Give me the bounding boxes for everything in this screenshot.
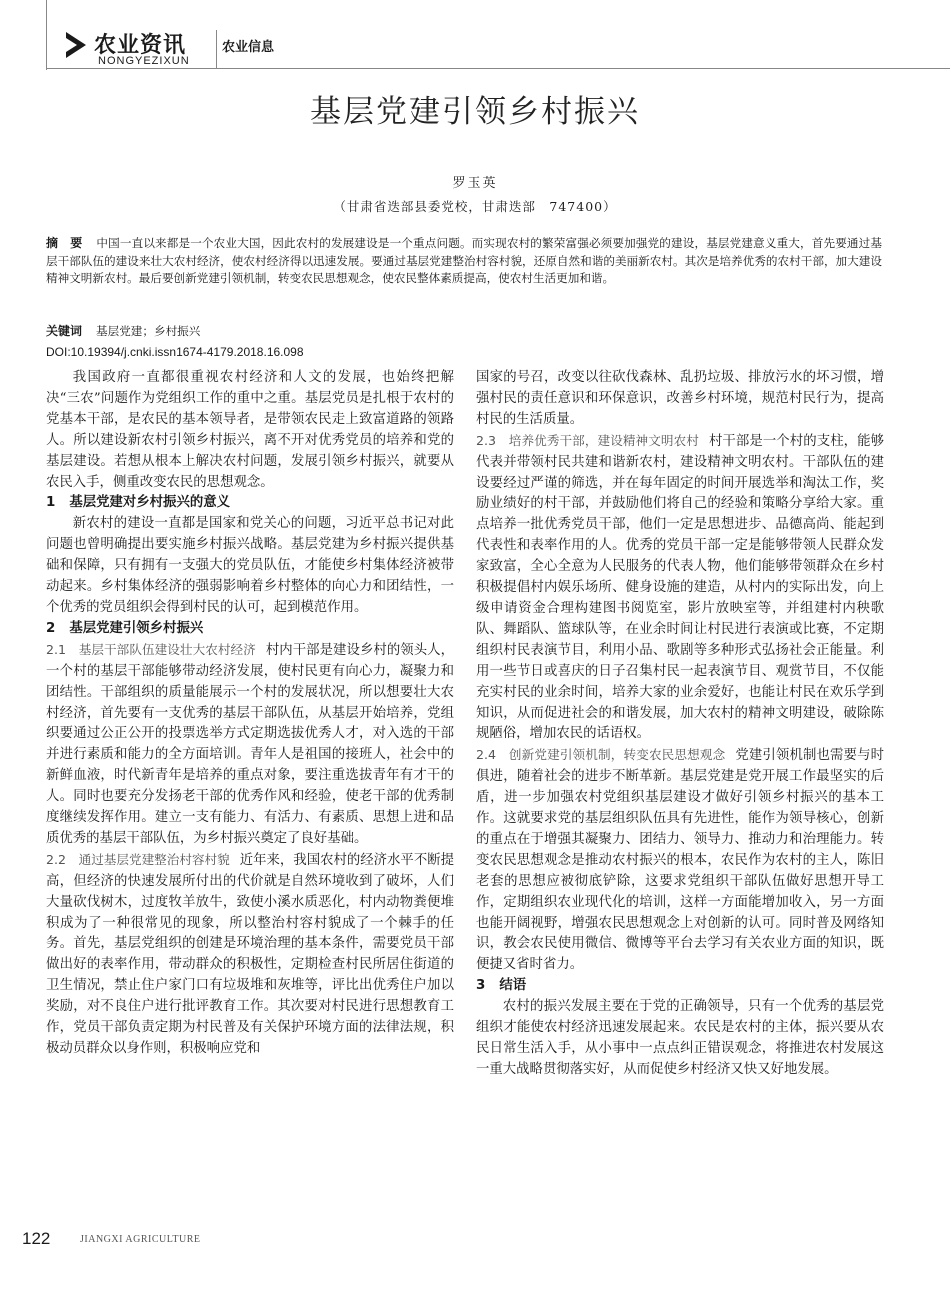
article-title: 基层党建引领乡村振兴 (310, 94, 640, 130)
page-number: 122 (22, 1229, 51, 1248)
section-2-3-text: 村干部是一个村的支柱，能够代表并带领村民共建和谐新农村，建设精神文明农村。干部队伍的建设要经过严谨的筛选，并在每年固定的时间开展选举和淘汰工作，奖励业绩好的村干部，并鼓励他们将自己的经验和策略分享给大家。重点培养一批优秀党员干部，他们一定是思想进步、品德高尚、能起到代表性和表率作用的人。优秀的党员干部一定是能够带领人民群众发家致富，全心全意为人民服务的代表人物，他们能够带领群众在乡村积极提倡村内娱乐场所、健身设施的建造，从村内的实际出发，向上级申请资金合理构建图书阅览室，影片放映室等，并组建村内秧歌队、舞蹈队、篮球队等，在业余时间让村民进行表演或比赛，不定期组织村民表演节目，利用小品、歌剧等多种形式弘扬社会正能量。利用一些节日或喜庆的日子召集村民一起表演节目、观赏节目，不仅能充实村民的业余时间，培养大家的业余爱好，也能让村民在欢乐学到知识，从而促进社会的和谐发展，加大农村的精神文明建设，破除陈规陋俗，增加农民的话语权。 (476, 433, 885, 742)
section-2-number: 2 (46, 620, 56, 636)
page-footer (22, 1229, 201, 1249)
section-2-title: 基层党建引领乡村振兴 (69, 620, 204, 636)
section-2-2-text: 近年来，我国农村的经济水平不断提高，但经济的快速发展所付出的代价就是自然环境收到了破坏，人们大量砍伐树木，过度牧羊放牛，致使小溪水质恶化，村内动物粪便堆积成为了一种很常见的现象，所以整治村容村貌成了一个棘手的任务。首先，基层党组织的创建是环境治理的基本条件，需要党员干部做出好的表率作用，带动群众的积极性，定期检查村民所居住街道的卫生情况，禁止住户家门口有垃圾堆和灰堆等，评比出优秀住户加以奖励，对不良住户进行批评教育工作。其次要对村民进行思想教育工作，党员干部负责定期为村民普及有关保护环境方面的法律法规，积极动员群众以身作则，积极响应党和 (46, 852, 454, 1056)
header-divider (216, 30, 217, 68)
section-2-1 (46, 640, 454, 850)
section-2-1-heading: 2.1 基层干部队伍建设壮大农村经济 (46, 641, 256, 657)
section-2-1-text: 村内干部是建设乡村的领头人，一个村的基层干部能够带动经济发展，使村民更有向心力，凝聚力和团结性。干部组织的质量能展示一个村的发展状况，所以想要壮大农村经济，首先要有一支优秀的基层干部队伍，从基层开始培养，党组织要通过公正公开的投票选举方式定期选拔优秀人才，对入选的干部并进行素质和能力的全方面培训。青年人是祖国的接班人，社会中的新鲜血液，时代新青年是培养的重点对象，要注重选拔青年有才干的人。同时也要充分发扬老干部的优秀作风和经验，使老干部的优秀制度继续发挥作用。建立一支有能力、有活力、有素质、思想上进和品质优秀的基层干部队伍，为乡村振兴奠定了良好基础。 (46, 642, 455, 846)
section-3-paragraph: 农村的振兴发展主要在于党的正确领导，只有一个优秀的基层党组织才能使农村经济迅速发展起来。农民是农村的主体，振兴要从农民日常生活入手，从小事中一点点纠正错误观念，将推进农村发展这一重大战略贯彻落实好，从而促使乡村经济又快又好地发展。 (476, 999, 884, 1077)
chevron-right-icon (66, 32, 86, 58)
section-2-3-heading: 2.3 培养优秀干部，建设精神文明农村 (476, 432, 699, 448)
author: 罗玉英 (452, 176, 498, 191)
page-header (0, 0, 950, 72)
section-tag: 农业信息 (222, 40, 275, 55)
section-2-2-continued: 国家的号召，改变以往砍伐森林、乱扔垃圾、排放污水的坏习惯，增强村民的责任意识和环保意识，改善乡村环境，规范村民行为，提高村民的生活质量。 (476, 370, 884, 427)
header-horizontal-rule (46, 68, 950, 69)
section-3-heading (476, 976, 884, 997)
column-logo-en: NONGYEZIXUN (98, 55, 190, 67)
journal-name: JIANGXI AGRICULTURE (80, 1234, 201, 1245)
section-2-2 (46, 850, 454, 1060)
section-2-4 (476, 745, 884, 976)
section-1-title: 基层党建对乡村振兴的意义 (69, 495, 231, 511)
section-2-4-heading: 2.4 创新党建引领机制，转变农民思想观念 (476, 747, 726, 763)
section-2-heading (46, 619, 454, 640)
keywords-text: 基层党建；乡村振兴 (96, 324, 201, 338)
intro-paragraph: 我国政府一直都很重视农村经济和人文的发展，也始终把解决“三农”问题作为党组织工作的重中之重。基层党员是扎根于农村的党基本干部，是农民的基本领导者，是带领农民走上致富道路的领路人。所以建设新农村引领乡村振兴，离不开对优秀党员的培养和党的基层建设。若想从根本上解决农村问题，发展引领乡村振兴，就要从农民入手，侧重改变农民的思想观念。 (46, 370, 454, 490)
section-1-paragraph: 新农村的建设一直都是国家和党关心的问题，习近平总书记对此问题也曾明确提出要实施乡村振兴战略。基层党建为乡村振兴提供基础和保障，只有拥有一支强大的党员队伍，才能使乡村集体经济被带动起来。乡村集体经济的强弱影响着乡村整体的向心力和团结性，一个优秀的党员组织会得到村民的认可，起到模范作用。 (46, 516, 454, 615)
affiliation: （甘肃省迭部县委党校，甘肃迭部 747400） (333, 199, 617, 214)
section-2-4-text: 党建引领机制也需要与时俱进，随着社会的进步不断革新。基层党建是党开展工作最坚实的后盾，进一步加强农村党组织基层建设才做好引领乡村振兴的基本工作。这就要求党的基层组织队伍具有先进性，能作为领导核心，创新的重点在于增强其凝聚力、团结力、领导力、推动力和治理能力。转变农民思想观念是推动农村振兴的根本，农民作为农村的主人，陈旧老套的思想应被彻底铲除，这要求党组织干部队伍做好思想开导工作，定期组织农业现代化的培训，这样一方面能增加收入，另一方面也能开阔视野，增强农民思想观念上对创新的认可。同时普及网络知识，教会农民使用微信、微博等平台去学习有关农业方面的知识，既便捷又省时省力。 (476, 748, 884, 973)
section-2-3 (476, 431, 884, 746)
column-logo-cn: 农业资讯 (94, 33, 187, 58)
section-1-heading (46, 493, 454, 514)
header-vertical-rule (46, 0, 47, 70)
section-3-title: 结语 (499, 978, 527, 994)
keywords (46, 322, 200, 339)
left-column (46, 368, 454, 1060)
section-3-number: 3 (476, 978, 486, 994)
keywords-label: 关键词 (46, 324, 83, 338)
abstract-label: 摘 要 (46, 236, 83, 250)
doi: DOI:10.19394/j.cnki.issn1674-4179.2018.16.098 (46, 345, 304, 359)
abstract (46, 235, 882, 288)
right-column (476, 368, 884, 1081)
abstract-text: 中国一直以来都是一个农业大国，因此农村的发展建设是一个重点问题。而实现农村的繁荣富强必须要加强党的建设，基层党建意义重大，首先要通过基层干部队伍的建设来壮大农村经济，使农村经济得以迅速发展。要通过基层党建整治村容村貌，还原自然和谐的美丽新农村。其次是培养优秀的农村干部，加大建设精神文明新农村。最后要创新党建引领机制，转变农民思想观念，使农民整体素质提高，使农村生活更加和谐。 (46, 236, 882, 285)
section-1-number: 1 (46, 495, 56, 511)
section-2-2-heading: 2.2 通过基层党建整治村容村貌 (46, 851, 230, 867)
